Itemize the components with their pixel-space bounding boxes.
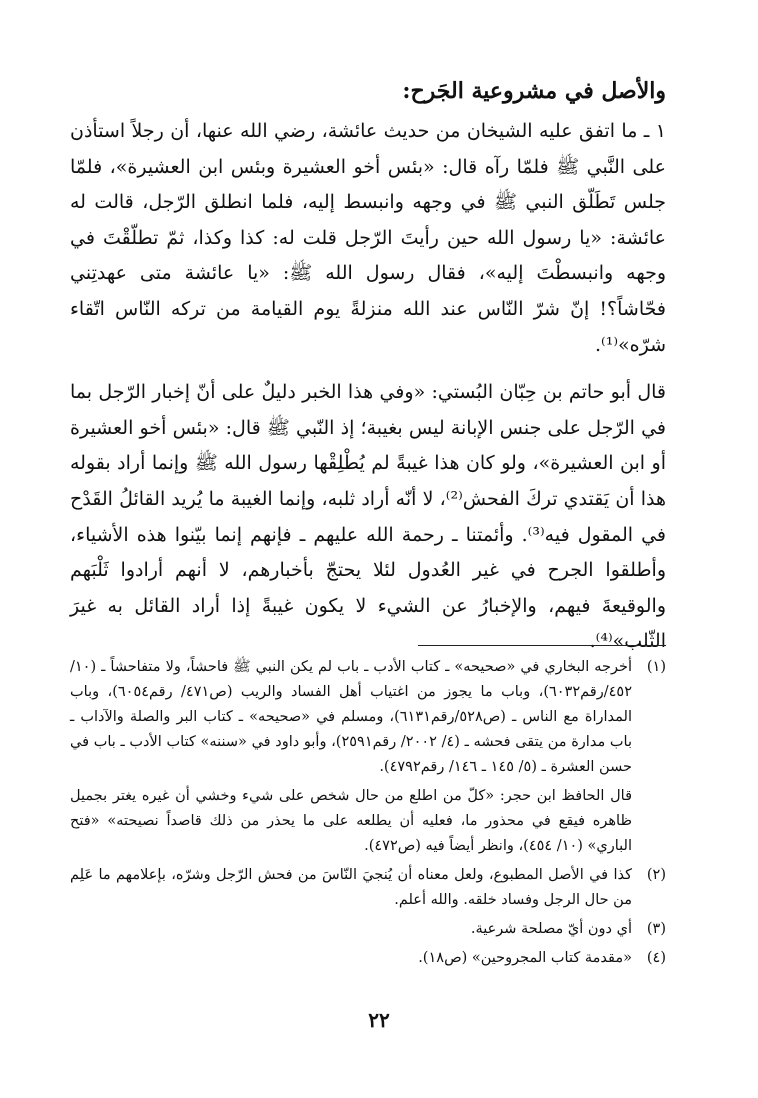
- footnote-3: [70, 917, 666, 942]
- footnotes: [70, 655, 666, 975]
- footnote-4: [70, 946, 666, 971]
- footnote-number: (٢): [646, 867, 666, 883]
- footnote-number: (٤): [646, 950, 666, 966]
- footnote-text: أي دون أيّ مصلحة شرعية.: [470, 921, 632, 937]
- footnote-text: أخرجه البخاري في «صحيحه» ـ كتاب الأدب ـ باب لم يكن النبي ﷺ فاحشاً، ولا متفاحشاً ـ (١٠/ ٤٥٢/رقم٦٠٣٢)، وباب ما يجوز من اغتياب أهل الفساد والريب (ص٤٧١/ رقم٦٠٥٤)، وباب المداراة مع الناس ـ (ص٥٢٨/رقم٦١٣١)، ومسلم في «صحيحه» ـ كتاب البر والصلة والآداب ـ باب مدارة من يتقى فحشه ـ (٤/ ٢٠٠٢/ رقم٢٥٩١)، وأبو داود في «سننه» كتاب الأدب ـ باب في حسن العشرة ـ (٥/ ١٤٥ ـ ١٤٦/ رقم٤٧٩٢).: [70, 659, 632, 775]
- paragraph-hadith: ١ ـ ما اتفق عليه الشيخان من حديث عائشة، رضي الله عنها، أن رجلاً استأذن على النَّبي ﷺ فلمّا رآه قال: «بئس أخو العشيرة وبئس ابن العشيرة»، فلمّا جلس تَطَلّق النبي ﷺ في وجهه وانبسط إليه، فلما انطلق الرّجل، قالت له عائشة: «يا رسول الله حين رأيتَ الرّجل قلت له: كذا وكذا، ثمّ تطلّقْتَ في وجهه وانبسطْتَ إليه»، فقال رسول الله ﷺ: «يا عائشة متى عهدتِني فحّاشاً؟! إنّ شرّ النّاس عند الله منزلةً يوم القيامة من تركه النّاس اتّقاء شرّه»⁽¹⁾.: [70, 120, 666, 356]
- footnote-number: (١): [646, 659, 666, 675]
- footnote-text: كذا في الأصل المطبوع، ولعل معناه أن يُنجيَ النّاسَ من فحش الرّجل وشرّه، بإعلامهم ما عَلِم من حال الرجل وفساد خلقه. والله أعلم.: [70, 867, 632, 908]
- section-heading: والأصل في مشروعية الجَرح:: [402, 78, 666, 104]
- footnote-1-continuation: قال الحافظ ابن حجر: «كلّ من اطلع من حال شخص على شيء وخشي أن غيره يغتر بجميل ظاهره فيقع في محذور ما، فعليه أن يطلعه على ما يحذر من ذلك قاصداً نصيحته» «فتح الباري» (١٠/ ٤٥٤)، وانظر أيضاً فيه (ص٤٧٢).: [70, 788, 632, 854]
- footnote-1: [70, 655, 666, 780]
- paragraph-ibn-hibban: قال أبو حاتم بن حِبّان البُستي: «وفي هذا الخبر دليلٌ على أنّ إخبار الرّجل بما في الرّجل على جنس الإبانة ليس بغيبة؛ إذ النّبي ﷺ قال: «بئس أخو العشيرة أو ابن العشيرة»، ولو كان هذا غيبةً لم يُطْلِقْها رسول الله ﷺ وإنما أراد بقوله هذا أن يَقتدي تركَ الفحش⁽²⁾، لا أنّه أراد ثلبه، وإنما الغيبة ما يُريد القائلُ القَدْح في المقول فيه⁽³⁾. وأئمتنا ـ رحمة الله عليهم ـ فإنهم إنما بيّنوا هذه الأشياء، وأطلقوا الجرح في غير العُدول لئلا يحتجّ بأخبارهم، لا أنهم أرادوا ثَلْبَهم والوقيعةَ فيهم، والإخبارُ عن الشيء لا يكون غيبةً إذا أراد القائل به غيرَ الثّلب»⁽⁴⁾.: [70, 381, 667, 653]
- page-number: ٢٢: [368, 1008, 390, 1032]
- footnote-number: (٣): [646, 921, 666, 937]
- body-text: [70, 114, 666, 660]
- footnote-text: «مقدمة كتاب المجروحين» (ص١٨).: [418, 950, 632, 966]
- footnote-2: [70, 863, 666, 913]
- footnote-divider: [418, 645, 666, 646]
